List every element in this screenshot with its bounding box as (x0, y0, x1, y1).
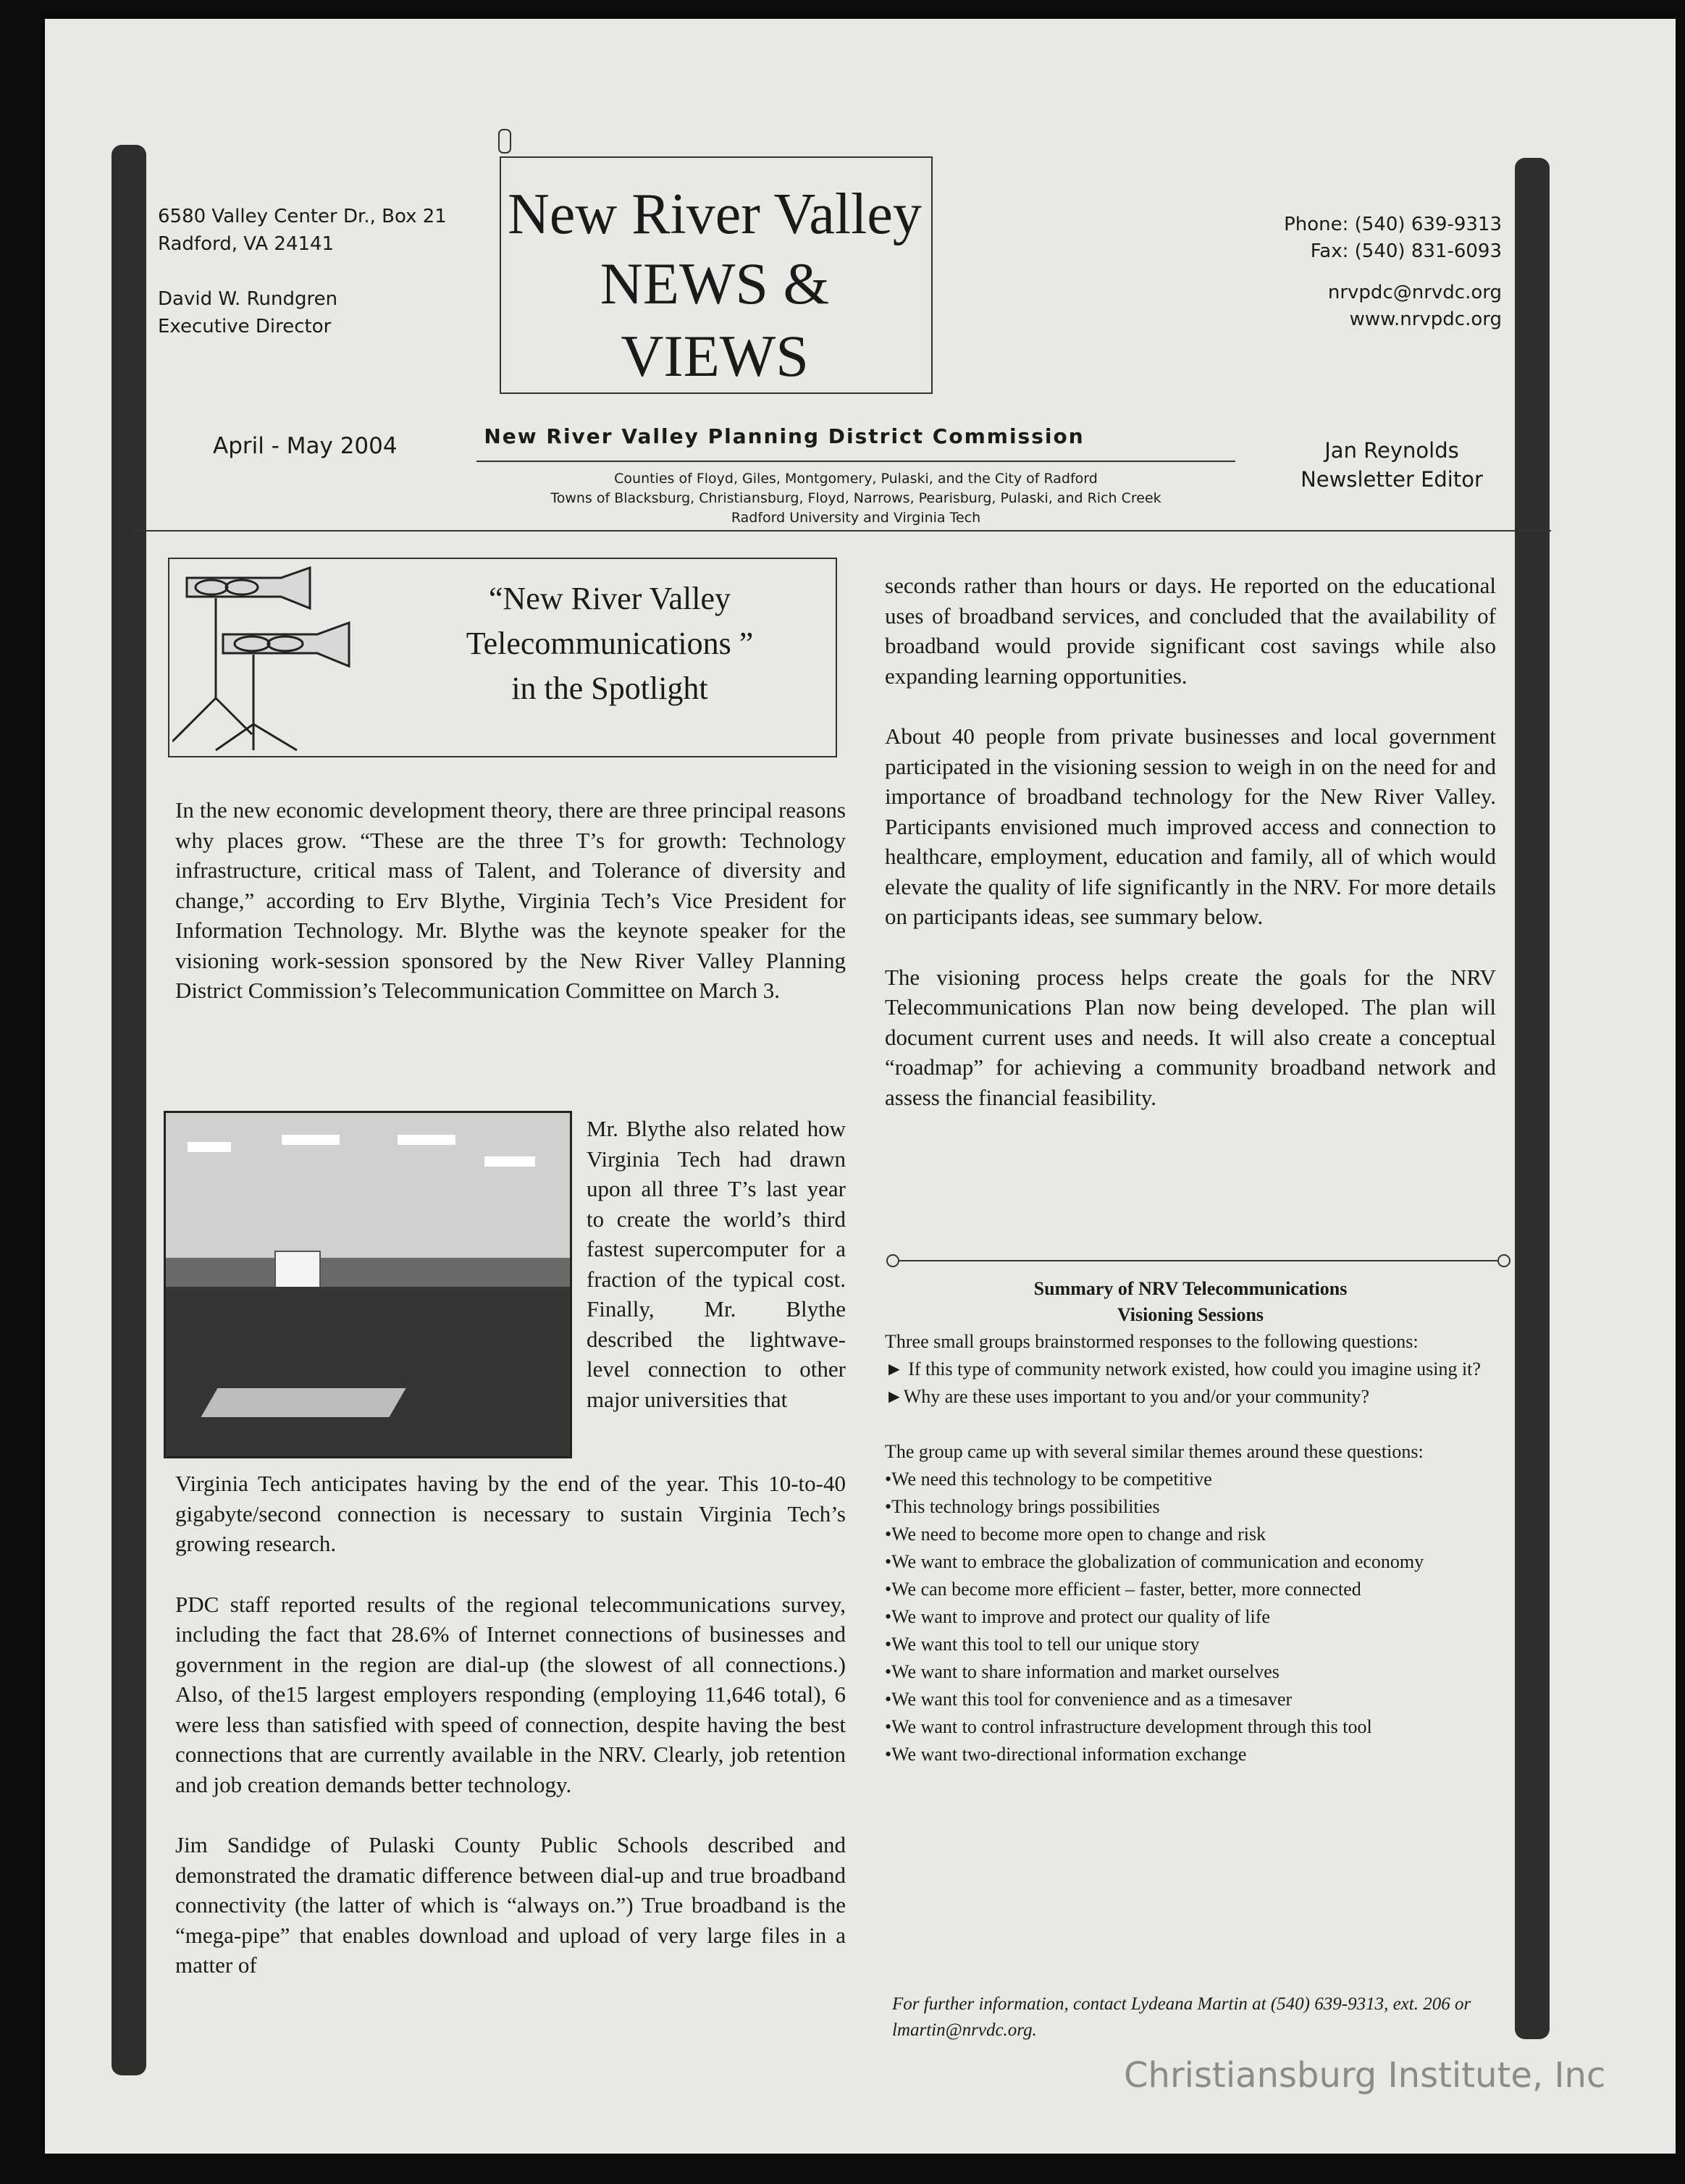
newsletter-page (45, 19, 1676, 2154)
theme-8: •We want to share information and market ourselves (885, 1661, 1279, 1682)
member-line-1: Counties of Floyd, Giles, Montgomery, Pulaski, and the City of Radford (614, 471, 1098, 487)
article-paragraph-6: About 40 people from private businesses and local government participated in the visioning session to weigh in on the need for and importance of broadband technology for the New River Valley. Participants envisioned much improved access and connection to healthcare, employment, education and family, all of which would elevate the quality of life significantly in the NRV. For more details on participants ideas, see summary below. (885, 723, 1496, 929)
divider-left-knob (886, 1254, 899, 1267)
article-headline (421, 576, 798, 711)
title-line-2: NEWS & VIEWS (600, 251, 830, 389)
theme-4: •We want to embrace the globalization of communication and economy (885, 1551, 1424, 1572)
summary-intro: Three small groups brainstormed responses to the following questions: (885, 1331, 1419, 1352)
summary-themes-intro: The group came up with several similar themes around these questions: (885, 1441, 1424, 1462)
address-line-1: 6580 Valley Center Dr., Box 21 (158, 206, 447, 227)
article-paragraph-3: PDC staff reported results of the regional telecommunications survey, including the fact that 28.6% of Internet connections of businesses and government in the region are dial-up (the slowest of all connections.) Also, of the15 largest employers responding (employing 11,646 total), 6 were less than satisfied with speed of connection, despite having the best connections that are currently available in the NRV. Clearly, job retention and job creation demands better technology. (175, 1591, 846, 1797)
watermark: Christiansburg Institute, Inc (1124, 2055, 1606, 2096)
summary-divider (892, 1260, 1500, 1261)
meeting-photo (164, 1111, 572, 1458)
contact-block (1203, 211, 1502, 333)
newsletter-title (500, 181, 930, 392)
divider-right-knob (1497, 1254, 1510, 1267)
member-line-3: Radford University and Virginia Tech (731, 510, 981, 526)
summary-title-line-1: Summary of NRV Telecommunications (1033, 1278, 1348, 1299)
paper-clip-icon (498, 129, 511, 154)
member-list (476, 469, 1235, 528)
summary-question-1: ► If this type of community network existed, how could you imagine using it? (885, 1358, 1481, 1379)
summary-title (885, 1276, 1496, 1328)
address-block (158, 203, 447, 258)
theme-6: •We want to improve and protect our quality of life (885, 1606, 1270, 1627)
headline-line-2: Telecommunications ” (466, 626, 754, 661)
left-column (175, 795, 846, 1006)
phone-number: Phone: (540) 639-9313 (1284, 214, 1502, 235)
commission-name: New River Valley Planning District Commission (484, 424, 1085, 448)
member-line-2: Towns of Blacksburg, Christiansburg, Floyd, Narrows, Pearisburg, Pulaski, and Rich Creek (550, 490, 1161, 506)
article-paragraph-5: seconds rather than hours or days. He reported on the educational uses of broadband services, and concluded that the availability of broadband would provide significant cost savings while also expanding learning opportunities. (885, 573, 1496, 689)
director-name: David W. Rundgren (158, 288, 338, 310)
theme-5: •We can become more efficient – faster, better, more connected (885, 1579, 1361, 1600)
website-address: www.nrvpdc.org (1349, 308, 1502, 330)
fax-number: Fax: (540) 831-6093 (1310, 240, 1502, 262)
summary-body (885, 1328, 1496, 1768)
theme-9: •We want this tool for convenience and as a timesaver (885, 1689, 1293, 1710)
title-line-1: New River Valley (508, 182, 922, 246)
commission-rule (476, 461, 1235, 462)
summary-title-line-2: Visioning Sessions (1117, 1304, 1264, 1325)
article-paragraph-7: The visioning process helps create the goals for the NRV Telecommunications Plan now being developed. The plan will document current uses and needs. It will also create a conceptual “roadmap” for achieving a community broadband network and assess the financial feasibility. (885, 964, 1496, 1110)
headline-line-3: in the Spotlight (511, 671, 708, 706)
article-paragraph-2b: Virginia Tech anticipates having by the end of the year. This 10-to-40 gigabyte/second connection is necessary to sustain Virginia Tech’s growing research. (175, 1471, 846, 1556)
director-title: Executive Director (158, 316, 332, 337)
article-paragraph-1: In the new economic development theory, there are three principal reasons why places grow. “These are the three T’s for growth: Technology infrastructure, critical mass of Talent, and Tolerance of diversity and change,” according to Erv Blythe, Virginia Tech’s Vice President for Information Technology. Mr. Blythe was the keynote speaker for the visioning work-session sponsored by the New River Valley Planning District Commission’s Telecommunication Committee on March 3. (175, 797, 846, 1003)
article-paragraph-2a: Mr. Blythe also related how Virginia Tech had drawn upon all three T’s last year to create the world’s third fastest supercomputer for a fraction of the typical cost. Finally, Mr. Blythe described the lightwave-level connection to other major universities that (587, 1116, 846, 1412)
theme-3: •We need to become more open to change and risk (885, 1524, 1266, 1545)
right-border-bar (1515, 158, 1550, 2039)
article-paragraph-4: Jim Sandidge of Pulaski County Public Schools described and demonstrated the dramatic difference between dial-up and true broadband connectivity (the latter of which is “always on.”) True broadband is the “mega-pipe” that enables download and upload of very large files in a matter of (175, 1832, 846, 1978)
editor-name: Jan Reynolds (1324, 438, 1459, 463)
theme-7: •We want this tool to tell our unique story (885, 1634, 1200, 1655)
right-column (885, 571, 1496, 1112)
director-block (158, 285, 337, 340)
theme-2: •This technology brings possibilities (885, 1496, 1160, 1517)
contact-note: For further information, contact Lydeana Martin at (540) 639-9313, ext. 206 or lmartin@nrvdc.org. (892, 1994, 1471, 2040)
address-line-2: Radford, VA 24141 (158, 233, 335, 255)
email-address: nrvpdc@nrvdc.org (1327, 282, 1502, 303)
editor-title: Newsletter Editor (1300, 467, 1483, 492)
left-border-bar (112, 145, 146, 2075)
masthead-rule (132, 530, 1551, 532)
issue-date: April - May 2004 (213, 433, 398, 459)
theme-10: •We want to control infrastructure development through this tool (885, 1716, 1372, 1737)
editor-block (1276, 436, 1508, 494)
theme-1: •We need this technology to be competitive (885, 1469, 1212, 1490)
headline-line-1: “New River Valley (489, 581, 731, 616)
theme-11: •We want two-directional information exchange (885, 1744, 1247, 1765)
photo-wrap-text (587, 1114, 846, 1414)
summary-question-2: ►Why are these uses important to you and/or your community? (885, 1386, 1370, 1407)
left-column-lower (175, 1469, 846, 1981)
